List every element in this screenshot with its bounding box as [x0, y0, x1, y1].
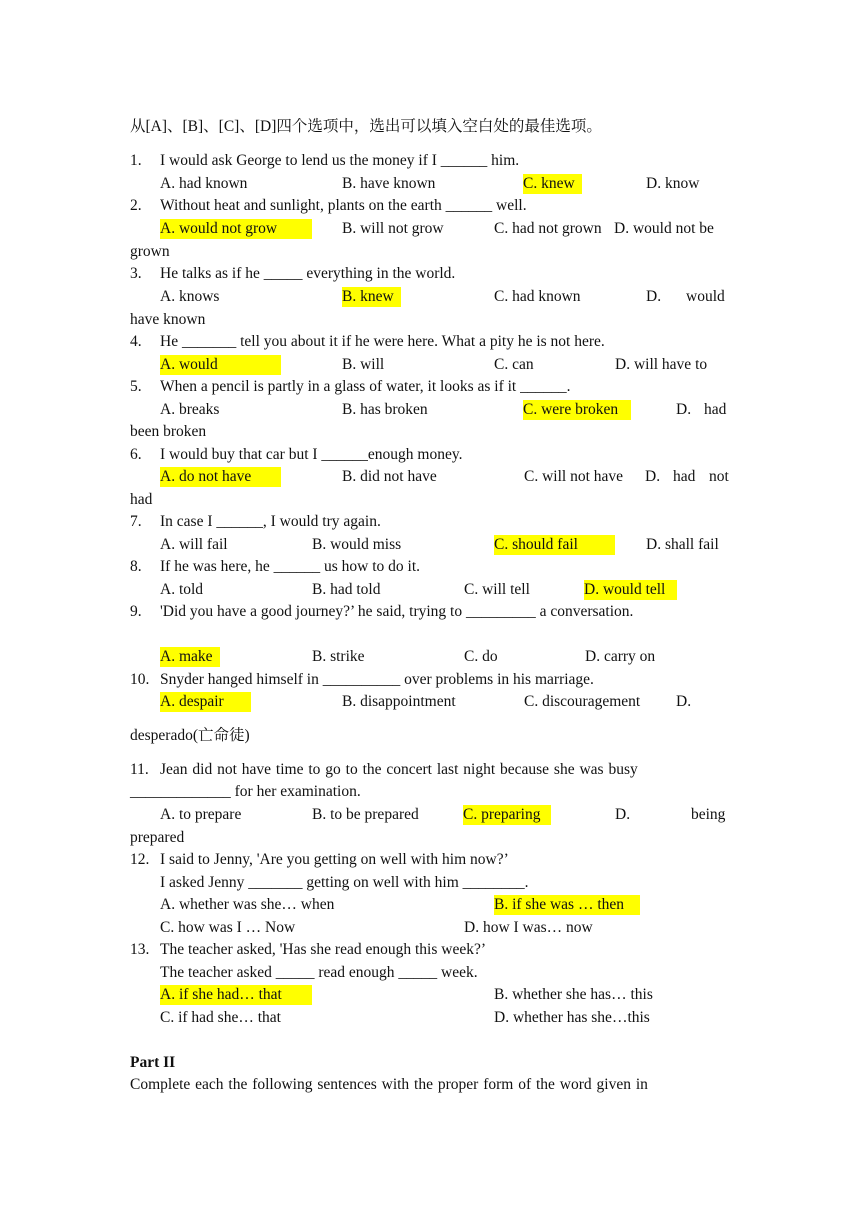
option-c-answer: C. preparing [463, 805, 551, 825]
option-a: A. whether was she… when [160, 896, 335, 913]
option-b: B. whether she has… this [494, 986, 653, 1003]
question-number: 6. [130, 446, 142, 463]
option-c: C. how was I … Now [160, 919, 296, 936]
question-stem: Jean did not have time to go to the concert last night because she was busy [160, 761, 638, 778]
question-stem: Snyder hanged himself in __________ over problems in his marriage. [160, 671, 594, 688]
option-a-answer: A. if she had… that [160, 985, 312, 1005]
question-number: 2. [130, 197, 142, 214]
option-c: C. if had she… that [160, 1009, 281, 1026]
option-b: B. had told [312, 581, 381, 598]
option-c: C. can [494, 356, 534, 373]
option-a: A. knows [160, 288, 220, 305]
question-number: 3. [130, 265, 142, 282]
option-c: C. had known [494, 288, 581, 305]
instruction: 从[A]、[B]、[C]、[D]四个选项中，选出可以填入空白处的最佳选项。 [130, 118, 602, 135]
option-c-answer: C. should fail [494, 535, 615, 555]
option-a-answer: A. would not grow [160, 219, 312, 239]
option-c-answer: C. knew [523, 174, 582, 194]
option-b: B. disappointment [342, 693, 456, 710]
option-b: B. would miss [312, 536, 402, 553]
option-a-answer: A. do not have [160, 467, 281, 487]
question-number: 1. [130, 152, 142, 169]
option-d: D. shall fail [646, 536, 719, 553]
option-wrap: grown [130, 243, 170, 260]
question-stem: I would buy that car but I ______enough money. [160, 446, 463, 463]
option-a: A. breaks [160, 401, 220, 418]
option-d-cont: would [686, 288, 725, 305]
question-stem: Without heat and sunlight, plants on the earth ______ well. [160, 197, 527, 214]
question-number: 13. [130, 941, 150, 958]
option-c-answer: C. were broken [523, 400, 631, 420]
option-wrap: had [130, 491, 153, 508]
option-d-answer: D. would tell [584, 580, 677, 600]
option-b: B. have known [342, 175, 436, 192]
question-stem: 'Did you have a good journey?’ he said, trying to _________ a conversation. [160, 603, 634, 620]
option-d: D. how I was… now [464, 919, 593, 936]
option-b-answer: B. knew [342, 287, 401, 307]
question-stem: He _______ tell you about it if he were here. What a pity he is not here. [160, 333, 605, 350]
option-d: D. know [646, 175, 700, 192]
option-d-cont: not [709, 468, 729, 485]
option-c: C. will not have [524, 468, 624, 485]
question-stem: I said to Jenny, 'Are you getting on well with him now?’ [160, 851, 509, 868]
question-stem: The teacher asked, 'Has she read enough this week?’ [160, 941, 486, 958]
question-stem: If he was here, he ______ us how to do it. [160, 558, 421, 575]
option-d: D. [676, 693, 692, 710]
question-number: 12. [130, 851, 150, 868]
option-b: B. strike [312, 648, 365, 665]
option-a: A. will fail [160, 536, 228, 553]
option-wrap: have known [130, 311, 206, 328]
question-stem-cont: The teacher asked _____ read enough _____ week. [160, 964, 478, 981]
question-stem-cont: I asked Jenny _______ getting on well with him ________. [160, 874, 529, 891]
question-stem: When a pencil is partly in a glass of water, it looks as if it ______. [160, 378, 571, 395]
question-stem: In case I ______, I would try again. [160, 513, 381, 530]
option-d-cont: had [704, 401, 727, 418]
question-stem: I would ask George to lend us the money if I ______ him. [160, 152, 520, 169]
option-a: A. had known [160, 175, 248, 192]
question-number: 5. [130, 378, 142, 395]
option-b: B. has broken [342, 401, 428, 418]
option-d: D. will have to [615, 356, 708, 373]
option-wrap: prepared [130, 829, 185, 846]
option-d-cont: being [691, 806, 726, 823]
question-number: 11. [130, 761, 149, 778]
question-number: 4. [130, 333, 142, 350]
option-d: D. [615, 806, 631, 823]
option-b: B. will [342, 356, 385, 373]
question-number: 9. [130, 603, 142, 620]
option-b: B. will not grow [342, 220, 444, 237]
option-a: A. told [160, 581, 204, 598]
option-c: C. discouragement [524, 693, 641, 710]
option-c: C. do [464, 648, 498, 665]
option-wrap: been broken [130, 423, 207, 440]
option-b-answer: B. if she was … then [494, 895, 640, 915]
question-stem-cont: _____________ for her examination. [130, 783, 361, 800]
question-number: 7. [130, 513, 142, 530]
option-b: B. did not have [342, 468, 437, 485]
option-d: D. whether has she…this [494, 1009, 650, 1026]
option-c: C. will tell [464, 581, 530, 598]
option-a-answer: A. despair [160, 692, 251, 712]
option-d: D. [676, 401, 692, 418]
option-wrap: desperado(亡命徒) [130, 727, 250, 744]
option-d: D. carry on [585, 648, 656, 665]
option-d: D. [646, 288, 662, 305]
question-stem: He talks as if he _____ everything in the world. [160, 265, 456, 282]
option-a-answer: A. make [160, 647, 220, 667]
question-number: 10. [130, 671, 150, 688]
section-title: Part II [130, 1054, 176, 1071]
section-instruction: Complete each the following sentences with the proper form of the word given in [130, 1076, 648, 1093]
option-d-cont: had [673, 468, 696, 485]
option-b: B. to be prepared [312, 806, 419, 823]
option-a-answer: A. would [160, 355, 281, 375]
option-d: D. [645, 468, 661, 485]
question-number: 8. [130, 558, 142, 575]
option-d: D. would not be [614, 220, 714, 237]
option-a: A. to prepare [160, 806, 242, 823]
option-c: C. had not grown [494, 220, 602, 237]
